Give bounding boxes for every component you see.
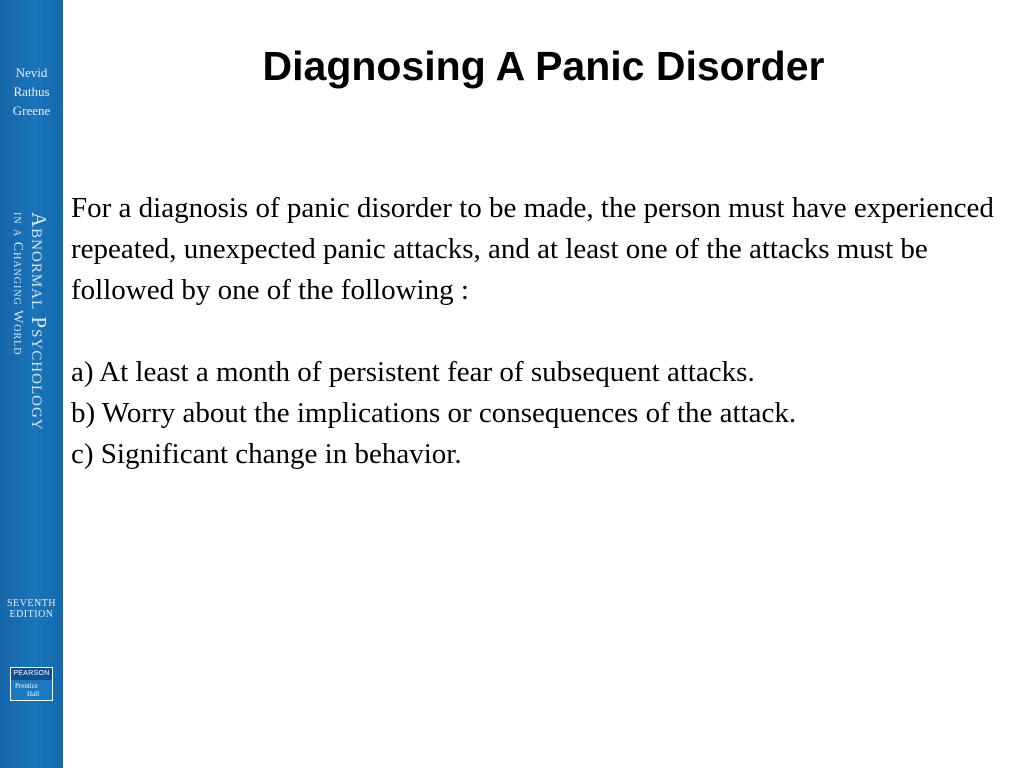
imprint-line: Hall xyxy=(27,690,40,698)
slide-body xyxy=(71,188,1011,475)
book-title-main: Abnormal Psychology xyxy=(27,212,51,431)
paragraph-spacer xyxy=(71,311,1011,352)
edition-line: SEVENTH xyxy=(6,598,57,609)
intro-paragraph: For a diagnosis of panic disorder to be made, the person must have experienced repeated, unexpected panic attacks, and at least one of the attacks must be followed by one of the following : xyxy=(71,192,994,306)
imprint-line: Prentice xyxy=(15,682,38,690)
book-title-sub: in a Changing World xyxy=(10,212,25,356)
book-title xyxy=(6,212,58,502)
author-name: Nevid xyxy=(15,65,48,80)
slide-title: Diagnosing A Panic Disorder xyxy=(262,43,825,89)
publisher-logo xyxy=(10,667,53,701)
imprint-name xyxy=(11,680,52,700)
author-name: Greene xyxy=(12,103,51,118)
author-list xyxy=(0,63,63,120)
criterion-item: c) Significant change in behavior. xyxy=(71,438,462,470)
publisher-name: PEARSON xyxy=(11,668,52,680)
criterion-item: b) Worry about the implications or consequences of the attack. xyxy=(71,397,797,429)
criterion-item: a) At least a month of persistent fear of subsequent attacks. xyxy=(71,356,755,388)
author-name: Rathus xyxy=(13,84,50,99)
edition-label xyxy=(0,598,63,620)
book-cover-sidebar xyxy=(0,0,63,768)
edition-line: EDITION xyxy=(9,609,54,620)
